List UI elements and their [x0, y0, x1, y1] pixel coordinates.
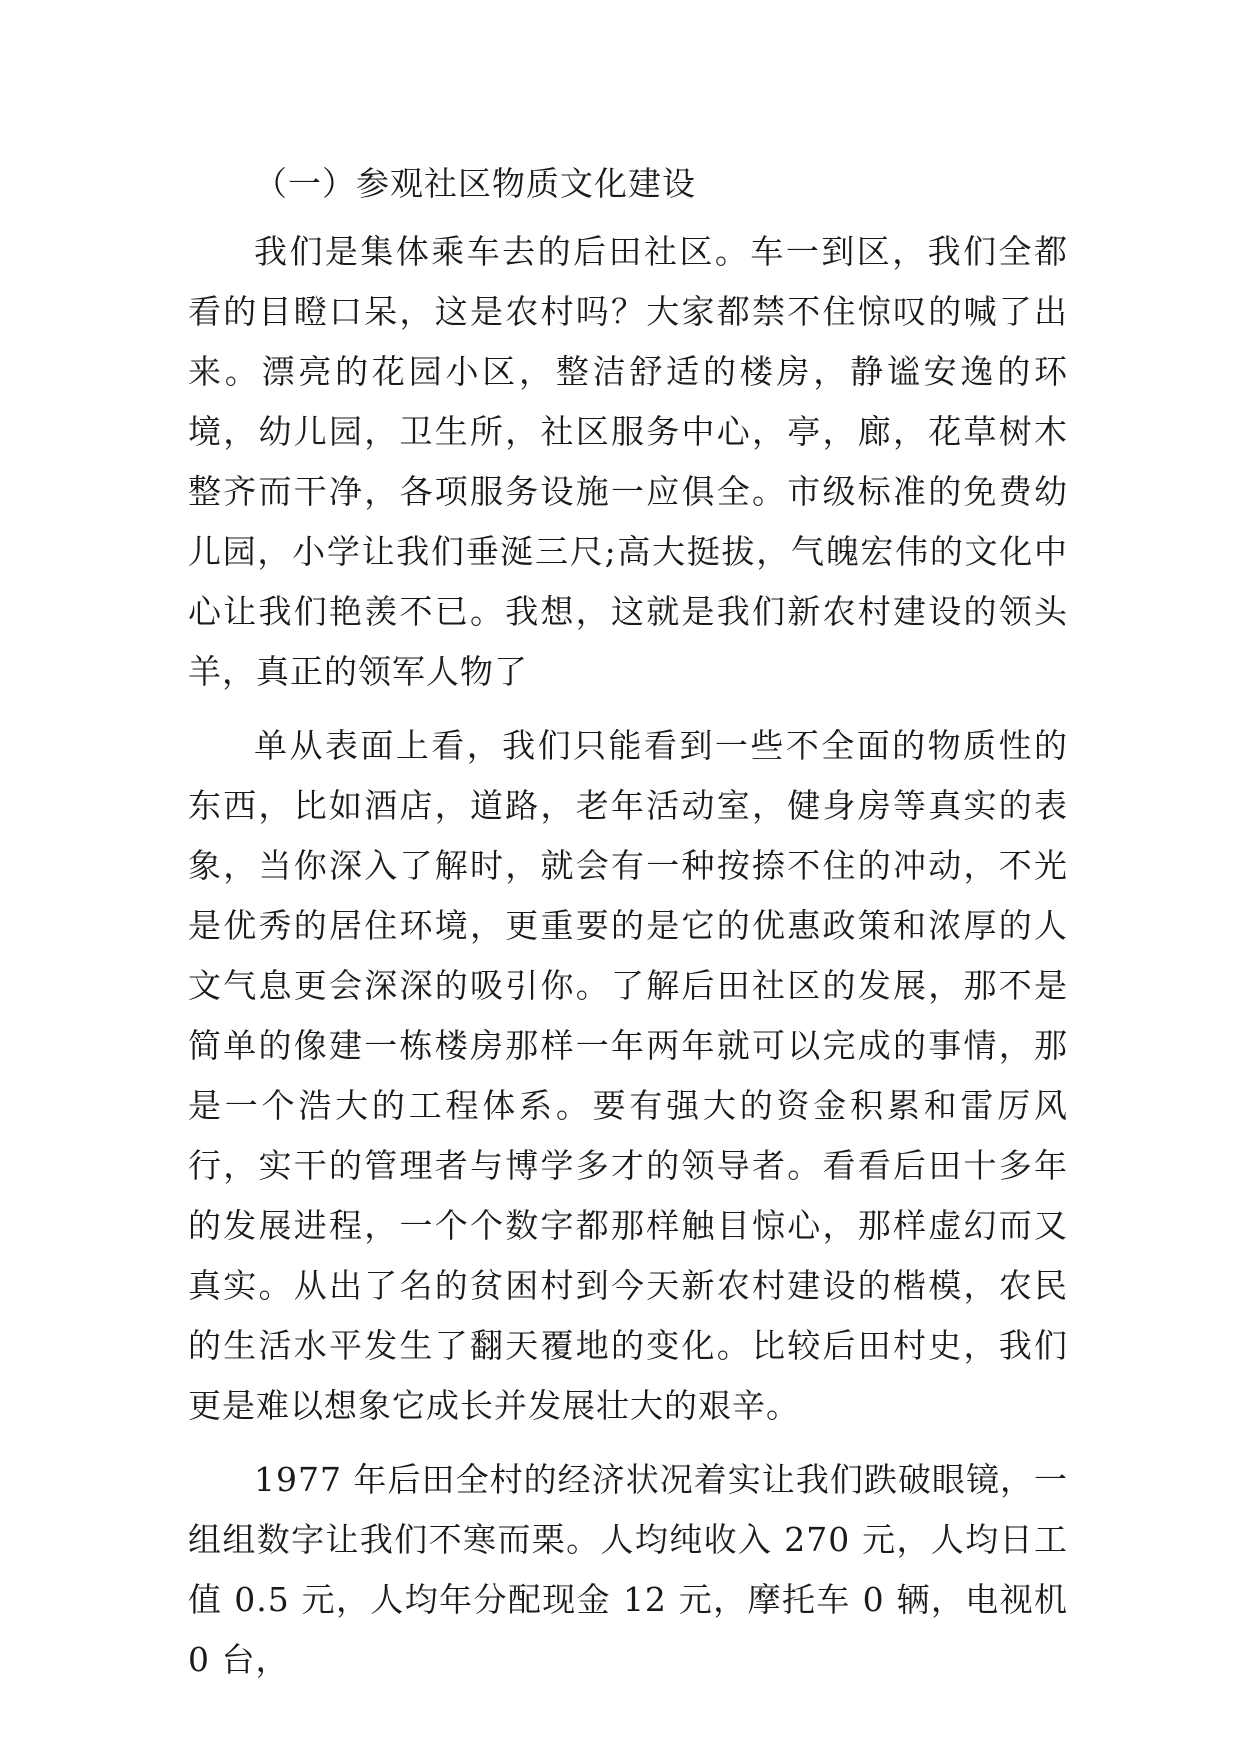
section-heading: （一）参观社区物质文化建设 [254, 164, 696, 203]
paragraph-visit-community: 我们是集体乘车去的后田社区。车一到区，我们全都看的目瞪口呆，这是农村吗？大家都禁不住惊叹的喊了出来。漂亮的花园小区，整洁舒适的楼房，静谧安逸的环境，幼儿园，卫生所，社区服务中心，亭，廊，花草树木整齐而干净，各项服务设施一应俱全。市级标准的免费幼儿园，小学让我们垂涎三尺;高大挺拔，气魄宏伟的文化中心让我们艳羡不已。我想，这就是我们新农村建设的领头羊，真正的领军人物了 [188, 232, 1068, 691]
paragraph-development: 单从表面上看，我们只能看到一些不全面的物质性的东西，比如酒店，道路，老年活动室，健身房等真实的表象，当你深入了解时，就会有一种按捺不住的冲动，不光是优秀的居住环境，更重要的是它的优惠政策和浓厚的人文气息更会深深的吸引你。了解后田社区的发展，那不是简单的像建一栋楼房那样一年两年就可以完成的事情，那是一个浩大的工程体系。要有强大的资金积累和雷厉风行，实干的管理者与博学多才的领导者。看看后田十多年的发展进程，一个个数字都那样触目惊心，那样虚幻而又真实。从出了名的贫困村到今天新农村建设的楷模，农民的生活水平发生了翻天覆地的变化。比较后田村史，我们更是难以想象它成长并发展壮大的艰辛。 [188, 726, 1068, 1425]
document-body [188, 160, 1068, 1704]
paragraph-1977-statistics: 1977 年后田全村的经济状况着实让我们跌破眼镜，一组组数字让我们不寒而栗。人均纯收入 270 元，人均日工值 0.5 元，人均年分配现金 12 元，摩托车 0 辆，电视机 0 台， [188, 1460, 1068, 1679]
